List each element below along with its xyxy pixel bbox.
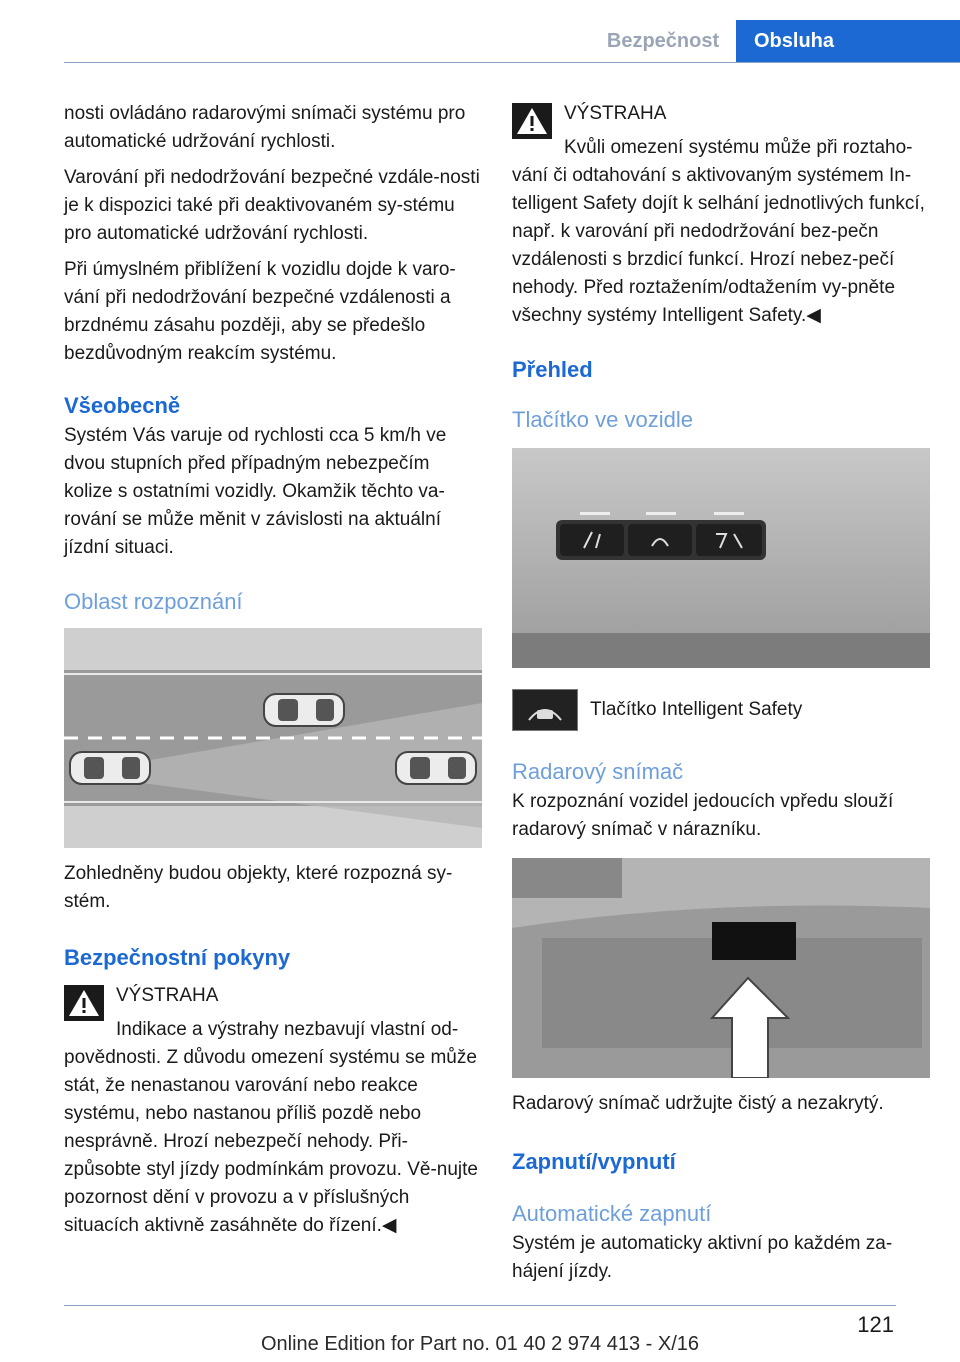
warning-text: vání či odtahování s aktivovaným systémem In-telligent Safety dojít k selhání jednotlivých funkcí, např. k varování při nedodržování bez-pečn vzdálenosti s brzdicí funkcí. Hrozí nebez-pečí nehody. Před roztažením/odtažením vy-pněte všechny systémy Intelligent Safety.◀ <box>512 165 925 326</box>
paragraph-automatic-on: Systém je automaticky aktivní po každém za-hájení jízdy. <box>512 1233 893 1282</box>
right-column <box>512 100 930 1294</box>
heading-safety-notes: Bezpečnostní pokyny <box>64 945 291 970</box>
edition-footer: Online Edition for Part no. 01 40 2 974 413 - X/16 <box>260 1333 700 1355</box>
warning-title: VÝSTRAHA <box>116 985 219 1006</box>
left-column <box>64 100 482 1248</box>
footer-rule <box>64 1305 896 1306</box>
page-number: 121 <box>857 1312 894 1337</box>
header-tab-operation[interactable]: Obsluha <box>736 20 960 62</box>
detection-area-illustration <box>64 628 482 848</box>
paragraph-general: Systém Vás varuje od rychlosti cca 5 km/h ve dvou stupních před případným nebezpečím kolize s ostatními vozidly. Okamžik těchto va-rování se může měnit v závislosti na aktuální jízdní situaci. <box>64 425 447 558</box>
header-rule <box>64 62 960 63</box>
warning-block <box>512 100 930 330</box>
warning-block <box>64 982 482 1240</box>
radar-sensor-illustration <box>512 858 930 1078</box>
caption-radar: Radarový snímač udržujte čistý a nezakrytý. <box>512 1093 884 1114</box>
intelligent-safety-button-icon <box>512 689 578 731</box>
heading-radar-sensor: Radarový snímač <box>512 759 684 784</box>
heading-detection-area: Oblast rozpoznání <box>64 589 243 614</box>
heading-automatic-on: Automatické zapnutí <box>512 1201 712 1226</box>
paragraph: nosti ovládáno radarovými snímači systému pro automatické udržování rychlosti. <box>64 103 466 152</box>
paragraph-radar: K rozpoznání vozidel jedoucích vpředu slouží radarový snímač v nárazníku. <box>512 791 894 840</box>
header-tab-safety[interactable]: Bezpečnost <box>606 29 720 52</box>
radar-sensor-figure <box>512 858 930 1078</box>
heading-button-in-vehicle: Tlačítko ve vozidle <box>512 407 693 432</box>
heading-general: Všeobecně <box>64 393 181 418</box>
warning-text-first: Kvůli omezení systému může při roztaho- <box>564 137 913 158</box>
caption-detection-area: Zohledněny budou objekty, které rozpozná sy-stém. <box>64 863 453 912</box>
warning-triangle-icon <box>512 103 552 139</box>
heading-on-off: Zapnutí/vypnutí <box>512 1149 676 1174</box>
paragraph: Při úmyslném přiblížení k vozidlu dojde k varo-vání při nedodržování bezpečné vzdálenosti a brzdnému zásahu později, aby se předešlo bezdůvodným reakcím systému. <box>64 259 456 364</box>
heading-overview: Přehled <box>512 357 593 382</box>
warning-text-first: Indikace a výstrahy nezbavují vlastní od- <box>116 1019 459 1040</box>
warning-title: VÝSTRAHA <box>564 103 667 124</box>
warning-text: povědnosti. Z důvodu omezení systému se může stát, že nenastanou varování nebo reakce systému, nebo nastanou příliš pozdě nebo nesprávně. Hrozí nebezpečí nehody. Při-způsobte styl jízdy podmínkám provozu. Vě-nujte pozornost dění v provozu a v příslušných situacích aktivně zasáhněte do řízení.◀ <box>64 1047 478 1236</box>
detection-area-figure <box>64 628 482 848</box>
warning-triangle-icon <box>64 985 104 1021</box>
button-panel-illustration <box>512 448 930 668</box>
button-figure <box>512 448 930 668</box>
paragraph: Varování při nedodržování bezpečné vzdále-nosti je k dispozici také při deaktivovaném sy-stému pro automatické udržování rychlosti. <box>64 167 480 244</box>
button-label: Tlačítko Intelligent Safety <box>590 699 803 720</box>
button-legend <box>512 688 930 732</box>
